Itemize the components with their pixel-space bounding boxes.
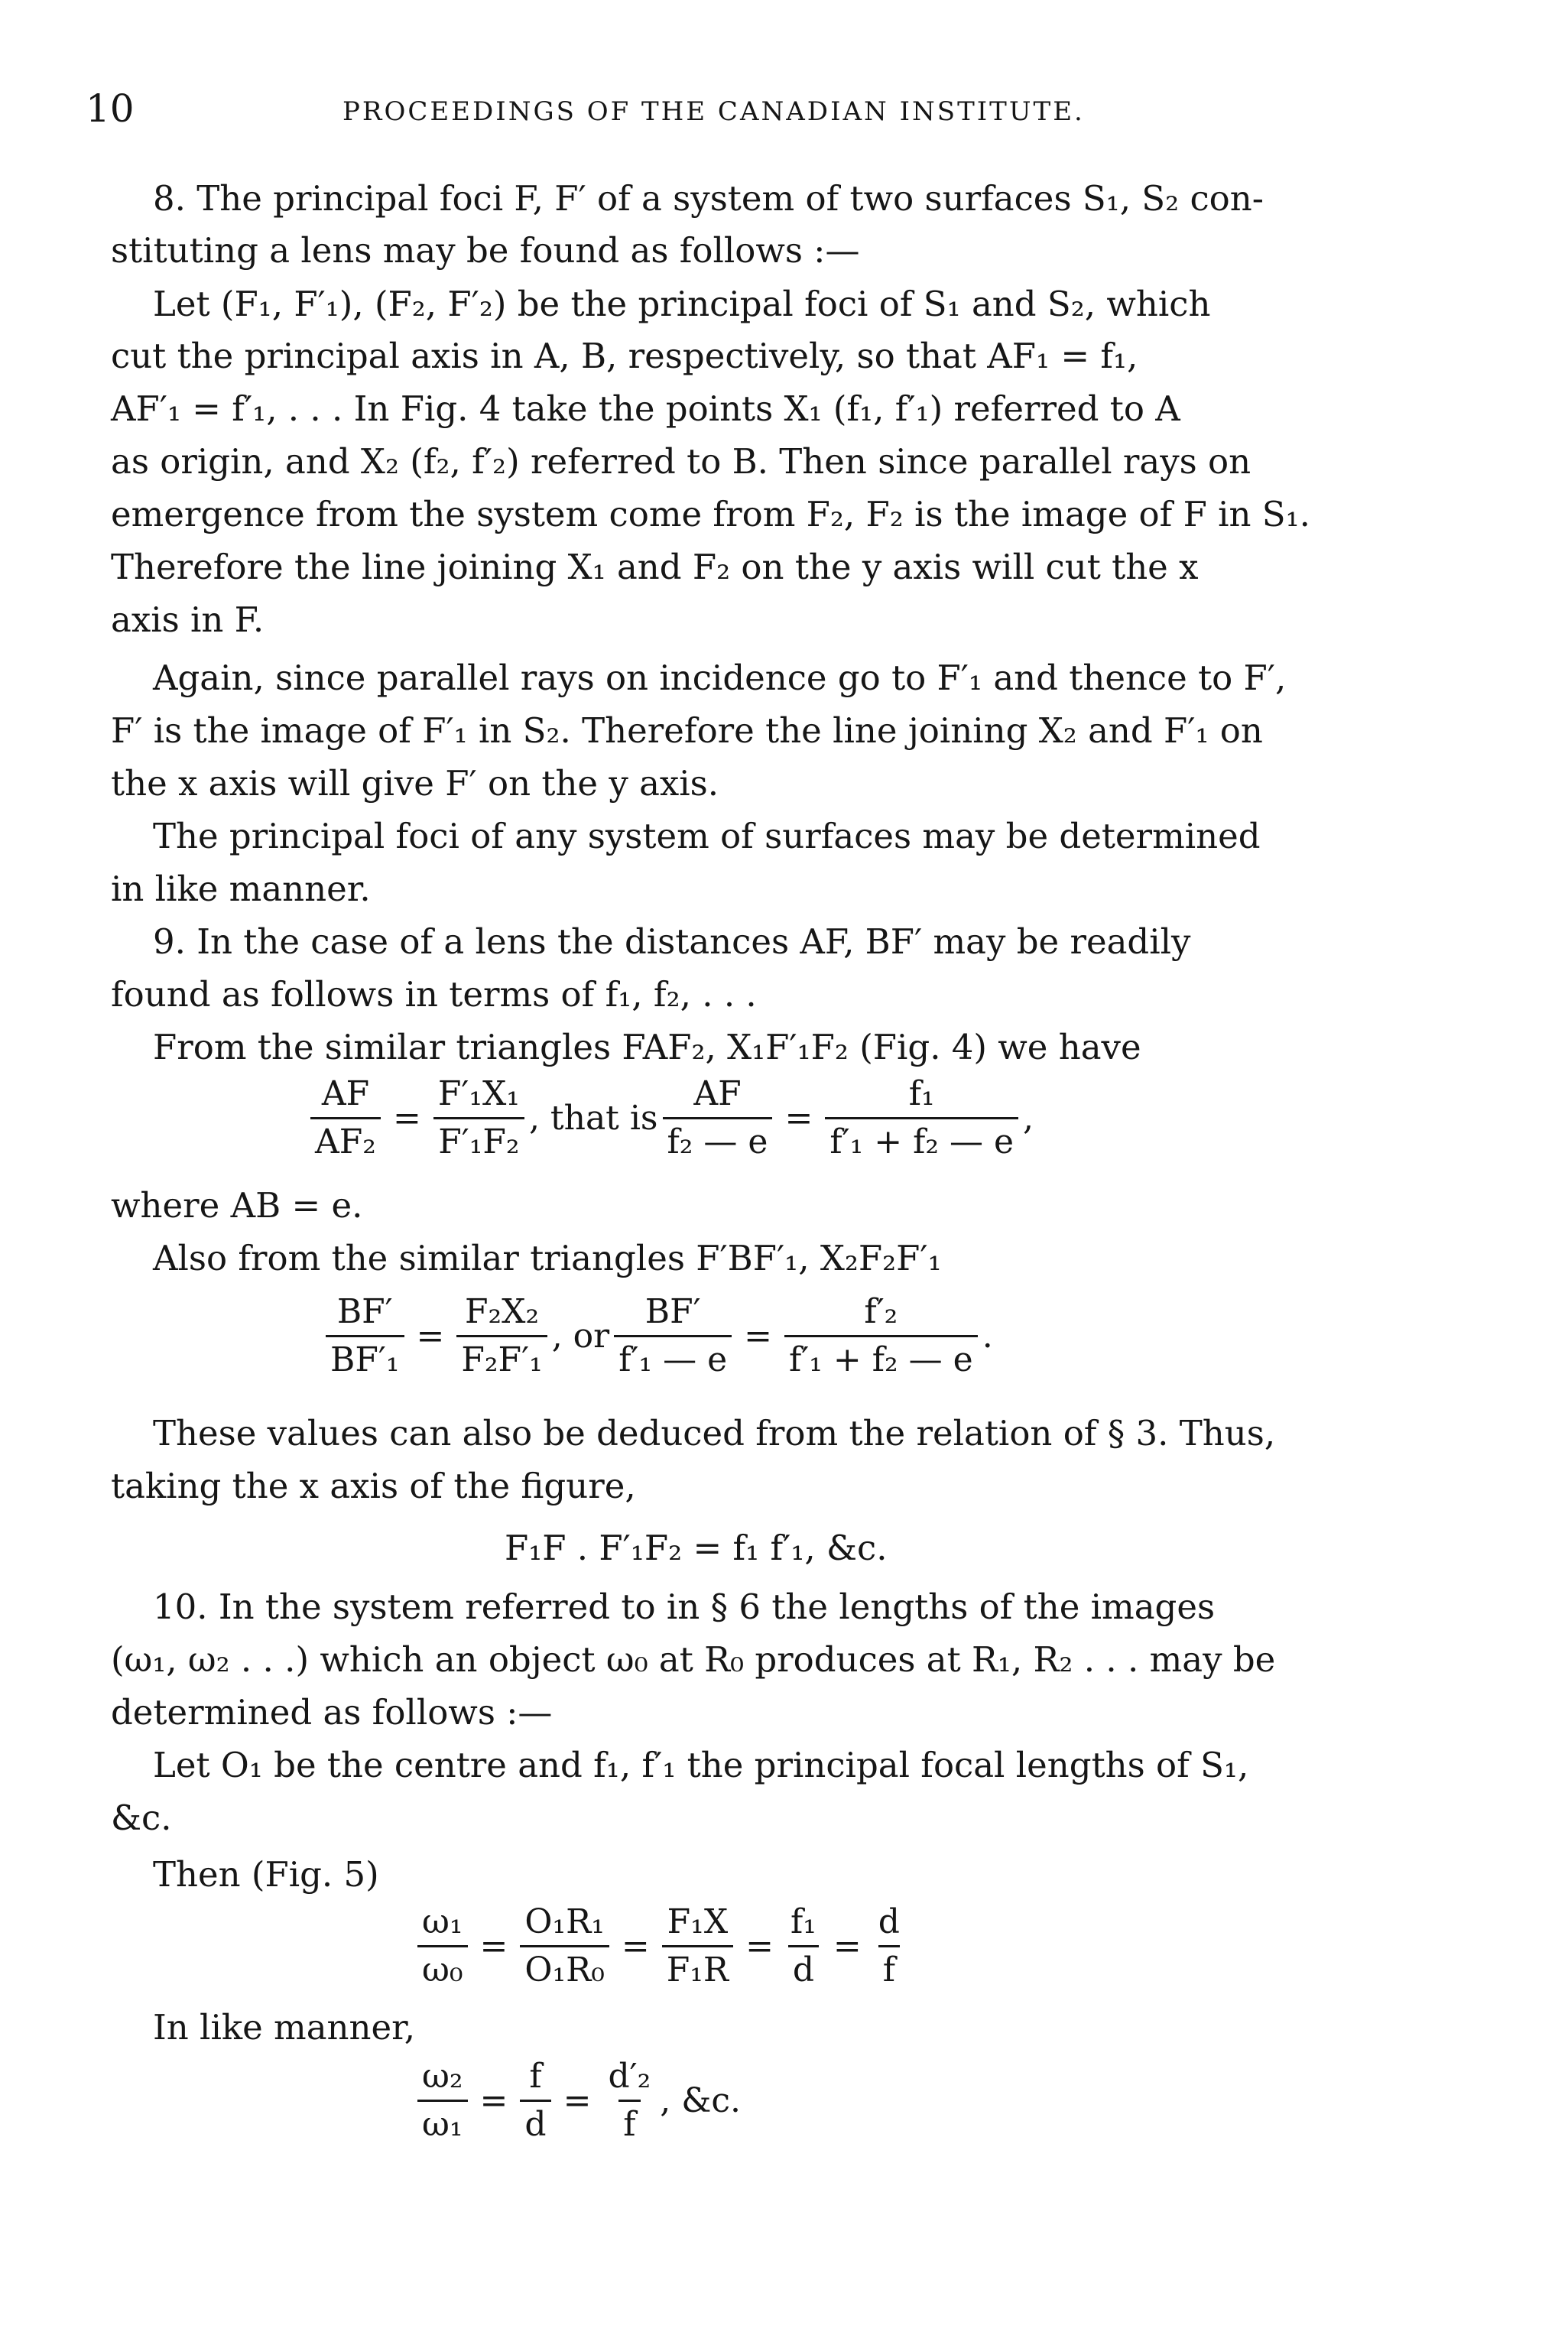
fraction: [456, 1292, 547, 1380]
equals-sign: =: [833, 1927, 862, 1966]
denominator: d: [520, 2100, 550, 2145]
equation-2: [321, 1292, 993, 1380]
text-line: AF′₁ = f′₁, . . . In Fig. 4 take the points X₁ (f₁, f′₁) referred to A: [111, 388, 1180, 429]
text-line: 10. In the system referred to in § 6 the lengths of the images: [153, 1587, 1216, 1627]
numerator: F₂X₂: [464, 1292, 540, 1331]
numerator: O₁R₁: [524, 1902, 605, 1941]
fraction: [825, 1074, 1018, 1162]
denominator: F₁R: [662, 1945, 733, 1990]
page-number: 10: [86, 86, 135, 131]
denominator: d: [788, 1945, 819, 1990]
fraction: [603, 2057, 655, 2145]
text-line: F₁F . F′₁F₂ = f₁ f′₁, &c.: [505, 1528, 888, 1568]
equals-sign: =: [479, 1927, 508, 1966]
numerator: F′₁X₁: [437, 1074, 520, 1113]
equation-4: [413, 2057, 741, 2145]
equals-sign: =: [621, 1927, 650, 1966]
numerator: f: [529, 2057, 542, 2096]
equation-punctuation: .: [982, 1317, 993, 1356]
equation-connector: , that is: [528, 1099, 658, 1138]
denominator: F′₁F₂: [433, 1117, 524, 1162]
denominator: f′₁ + f₂ — e: [825, 1117, 1018, 1162]
text-line: where AB = e.: [111, 1185, 363, 1226]
denominator: f′₁ — e: [614, 1335, 732, 1380]
numerator: d′₂: [608, 2057, 651, 2096]
fraction: [310, 1074, 381, 1162]
denominator: O₁R₀: [520, 1945, 609, 1990]
denominator: ω₀: [417, 1945, 468, 1990]
text-line: Then (Fig. 5): [153, 1854, 379, 1895]
denominator: f: [618, 2100, 640, 2145]
text-line: stituting a lens may be found as follows :—: [111, 230, 860, 271]
equation-3: [413, 1902, 909, 1990]
text-line: found as follows in terms of f₁, f₂, . . .: [111, 974, 757, 1015]
text-line: Also from the similar triangles F′BF′₁, X₂F₂F′₁: [153, 1238, 942, 1278]
denominator: f′₁ + f₂ — e: [784, 1335, 978, 1380]
denominator: ω₁: [417, 2100, 468, 2145]
equation-connector: , or: [551, 1317, 610, 1356]
fraction: [326, 1292, 404, 1380]
text-line: In like manner,: [153, 2007, 416, 2048]
text-line: the x axis will give F′ on the y axis.: [111, 763, 719, 804]
numerator: ω₁: [422, 1902, 463, 1941]
equals-sign: =: [416, 1317, 445, 1356]
equals-sign: =: [745, 1927, 774, 1966]
text-line: 9. In the case of a lens the distances AF, BF′ may be readily: [153, 921, 1191, 962]
numerator: AF: [321, 1074, 370, 1113]
text-line: Let O₁ be the centre and f₁, f′₁ the principal focal lengths of S₁,: [153, 1745, 1249, 1785]
denominator: f₂ — e: [663, 1117, 773, 1162]
numerator: ω₂: [422, 2057, 463, 2096]
numerator: d: [878, 1902, 900, 1941]
equals-sign: =: [784, 1099, 813, 1138]
equals-sign: =: [479, 2081, 508, 2120]
text-line: determined as follows :—: [111, 1692, 553, 1733]
denominator: f: [878, 1945, 900, 1990]
denominator: BF′₁: [326, 1335, 404, 1380]
text-line: axis in F.: [111, 599, 265, 640]
text-line: Let (F₁, F′₁), (F₂, F′₂) be the principal foci of S₁ and S₂, which: [153, 284, 1211, 324]
numerator: F₁X: [667, 1902, 729, 1941]
text-line: &c.: [111, 1798, 172, 1838]
fraction: [663, 1074, 773, 1162]
text-line: F′ is the image of F′₁ in S₂. Therefore the line joining X₂ and F′₁ on: [111, 710, 1263, 751]
text-line: (ω₁, ω₂ . . .) which an object ω₀ at R₀ produces at R₁, R₂ . . . may be: [111, 1639, 1276, 1680]
text-line: The principal foci of any system of surfaces may be determined: [153, 816, 1261, 856]
equals-sign: =: [392, 1099, 421, 1138]
denominator: F₂F′₁: [456, 1335, 547, 1380]
text-line: Again, since parallel rays on incidence go to F′₁ and thence to F′,: [153, 658, 1287, 698]
numerator: AF: [693, 1074, 742, 1113]
equals-sign: =: [744, 1317, 773, 1356]
fraction: [417, 1902, 468, 1990]
fraction: [784, 1292, 978, 1380]
equation-punctuation: ,: [1023, 1099, 1034, 1138]
equals-sign: =: [563, 2081, 592, 2120]
equation-tail: , &c.: [660, 2081, 742, 2120]
equation-1: [306, 1074, 1034, 1162]
fraction: [614, 1292, 732, 1380]
fraction: [417, 2057, 468, 2145]
text-line: as origin, and X₂ (f₂, f′₂) referred to B. Then since parallel rays on: [111, 441, 1251, 482]
running-title: PROCEEDINGS OF THE CANADIAN INSTITUTE.: [342, 96, 1085, 127]
numerator: f₁: [908, 1074, 935, 1113]
text-line: taking the x axis of the figure,: [111, 1466, 636, 1506]
numerator: f′₂: [864, 1292, 898, 1331]
fraction: [786, 1902, 821, 1990]
text-line: From the similar triangles FAF₂, X₁F′₁F₂ (Fig. 4) we have: [153, 1027, 1141, 1067]
text-line: Therefore the line joining X₁ and F₂ on the y axis will cut the x: [111, 547, 1199, 587]
numerator: f₁: [790, 1902, 816, 1941]
text-line: cut the principal axis in A, B, respectively, so that AF₁ = f₁,: [111, 336, 1138, 376]
denominator: AF₂: [310, 1117, 381, 1162]
text-line: emergence from the system come from F₂, F₂ is the image of F in S₁.: [111, 494, 1310, 534]
numerator: BF′: [644, 1292, 701, 1331]
fraction: [433, 1074, 524, 1162]
fraction: [520, 2057, 550, 2145]
fraction: [520, 1902, 609, 1990]
text-line: 8. The principal foci F, F′ of a system of two surfaces S₁, S₂ con-: [153, 178, 1264, 219]
fraction: [662, 1902, 733, 1990]
text-line: These values can also be deduced from the relation of § 3. Thus,: [153, 1413, 1276, 1453]
fraction: [874, 1902, 904, 1990]
numerator: BF′: [336, 1292, 393, 1331]
text-line: in like manner.: [111, 869, 371, 909]
